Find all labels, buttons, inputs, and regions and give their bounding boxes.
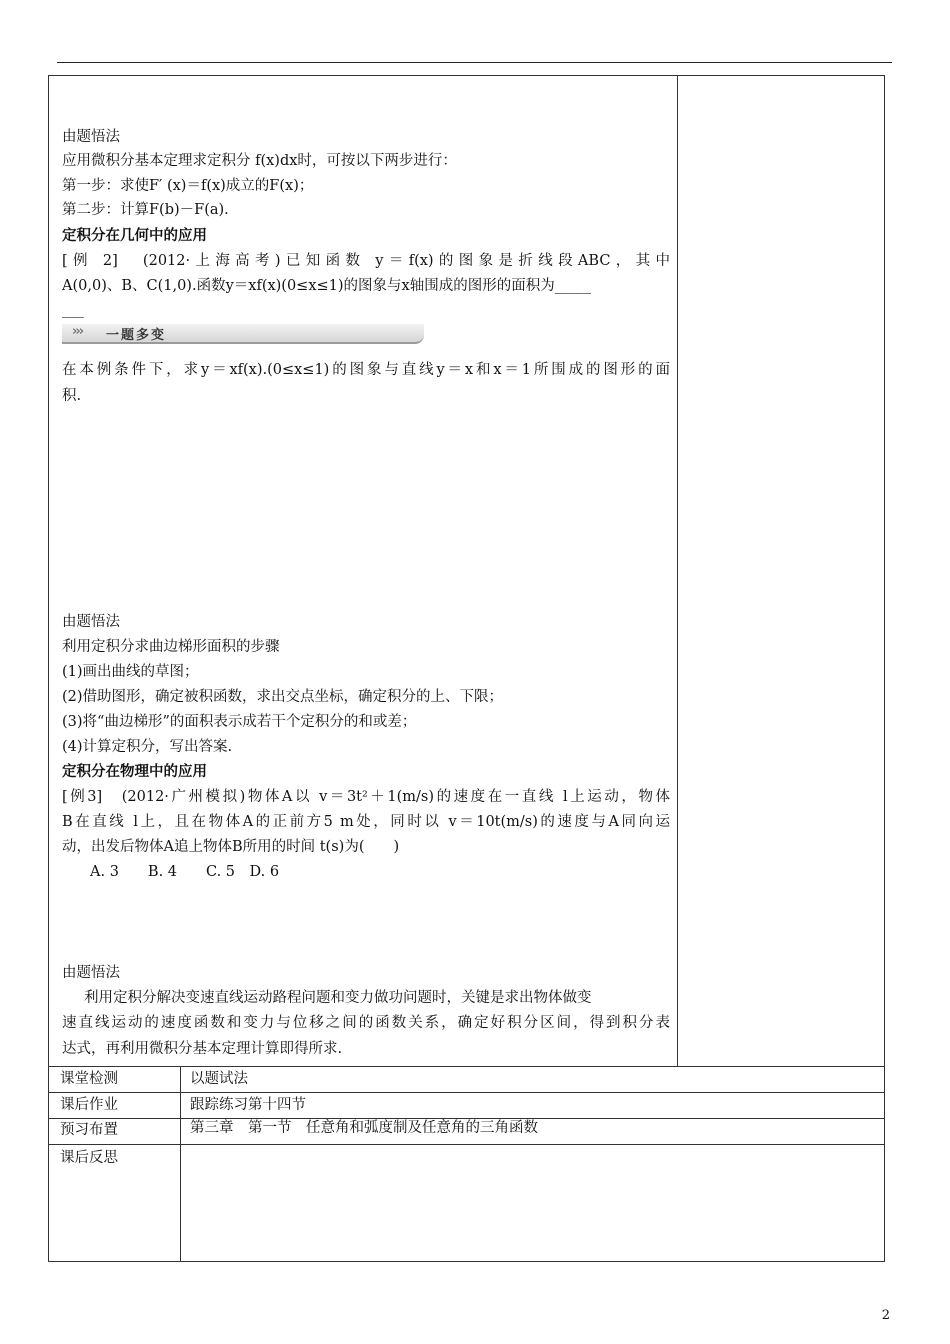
table-row-value: 第三章 第一节 任意角和弧度制及任意角的三角函数 [190, 1120, 538, 1136]
table-row-value: 以题试法 [190, 1071, 248, 1087]
table-rule-3 [48, 1144, 885, 1145]
chevron-right-icon: ››› [72, 324, 83, 339]
section2-step4: (4)计算定积分，写出答案. [62, 739, 233, 755]
section1-line2: 第一步：求使F′ (x)＝f(x)成立的F(x)； [62, 178, 314, 194]
variant-banner [62, 324, 424, 344]
table-rule-1 [48, 1092, 885, 1093]
example3-line1: [例3] (2012·广州模拟)物体A以 v＝3t²＋1(m/s)的速度在一直线 l上运动，物体 [62, 789, 670, 805]
section2-step3: (3)将“曲边梯形”的面积表示成若干个定积分的和或差； [62, 714, 417, 730]
example2-blank-tail: ___ [62, 302, 84, 318]
example3-line3: 动，出发后物体A追上物体B所用的时间 t(s)为( ) [62, 839, 400, 855]
physics-title: 定积分在物理中的应用 [62, 764, 207, 780]
geometry-title: 定积分在几何中的应用 [62, 228, 207, 244]
section3-line1: 利用定积分解决变速直线运动路程问题和变力做功问题时，关键是求出物体做变 [84, 990, 592, 1006]
table-label-divider [180, 1066, 181, 1262]
example2-line2: A(0,0)、B、C(1,0).函数y＝xf(x)(0≤x≤1)的图象与x轴围成的图形的面积为_____ [62, 278, 591, 294]
page-number: 2 [881, 1308, 890, 1323]
table-top-rule [48, 1066, 885, 1067]
right-column-divider [677, 75, 678, 1066]
section2-step1: (1)画出曲线的草图； [62, 664, 199, 680]
example2-line1: [例 2] (2012·上海高考)已知函数 y＝f(x)的图象是折线段ABC，其中 [62, 253, 670, 269]
section2-heading: 由题悟法 [62, 614, 120, 630]
variant-banner-label: 一题多变 [106, 328, 167, 343]
table-row-label: 预习布置 [60, 1122, 118, 1138]
section1-line1: 应用微积分基本定理求定积分 f(x)dx时，可按以下两步进行： [62, 153, 457, 169]
table-row-label: 课后反思 [60, 1150, 118, 1166]
variant-line1: 在本例条件下，求y＝xf(x).(0≤x≤1)的图象与直线y＝x和x＝1所围成的图形的面 [62, 362, 670, 378]
variant-line2: 积. [62, 388, 82, 404]
table-row-label: 课堂检测 [60, 1071, 118, 1087]
table-row-value: 跟踪练习第十四节 [190, 1097, 306, 1113]
example3-options: A. 3 B. 4 C. 5 D. 6 [90, 864, 280, 880]
section1-heading: 由题悟法 [62, 129, 120, 145]
section1-line3: 第二步：计算F(b)－F(a). [62, 202, 229, 218]
header-rule [57, 62, 892, 63]
section3-line2: 速直线运动的速度函数和变力与位移之间的函数关系，确定好积分区间，得到积分表 [62, 1015, 670, 1031]
section2-step2: (2)借助图形，确定被积函数，求出交点坐标，确定积分的上、下限； [62, 689, 504, 705]
section3-heading: 由题悟法 [62, 965, 120, 981]
table-row-label: 课后作业 [60, 1097, 118, 1113]
example3-line2: B在直线 l上，且在物体A的正前方5 m处，同时以 v＝10t(m/s)的速度与A同向运 [62, 814, 670, 830]
section2-line1: 利用定积分求曲边梯形面积的步骤 [62, 639, 280, 655]
section3-line3: 达式，再利用微积分基本定理计算即得所求. [62, 1041, 343, 1057]
